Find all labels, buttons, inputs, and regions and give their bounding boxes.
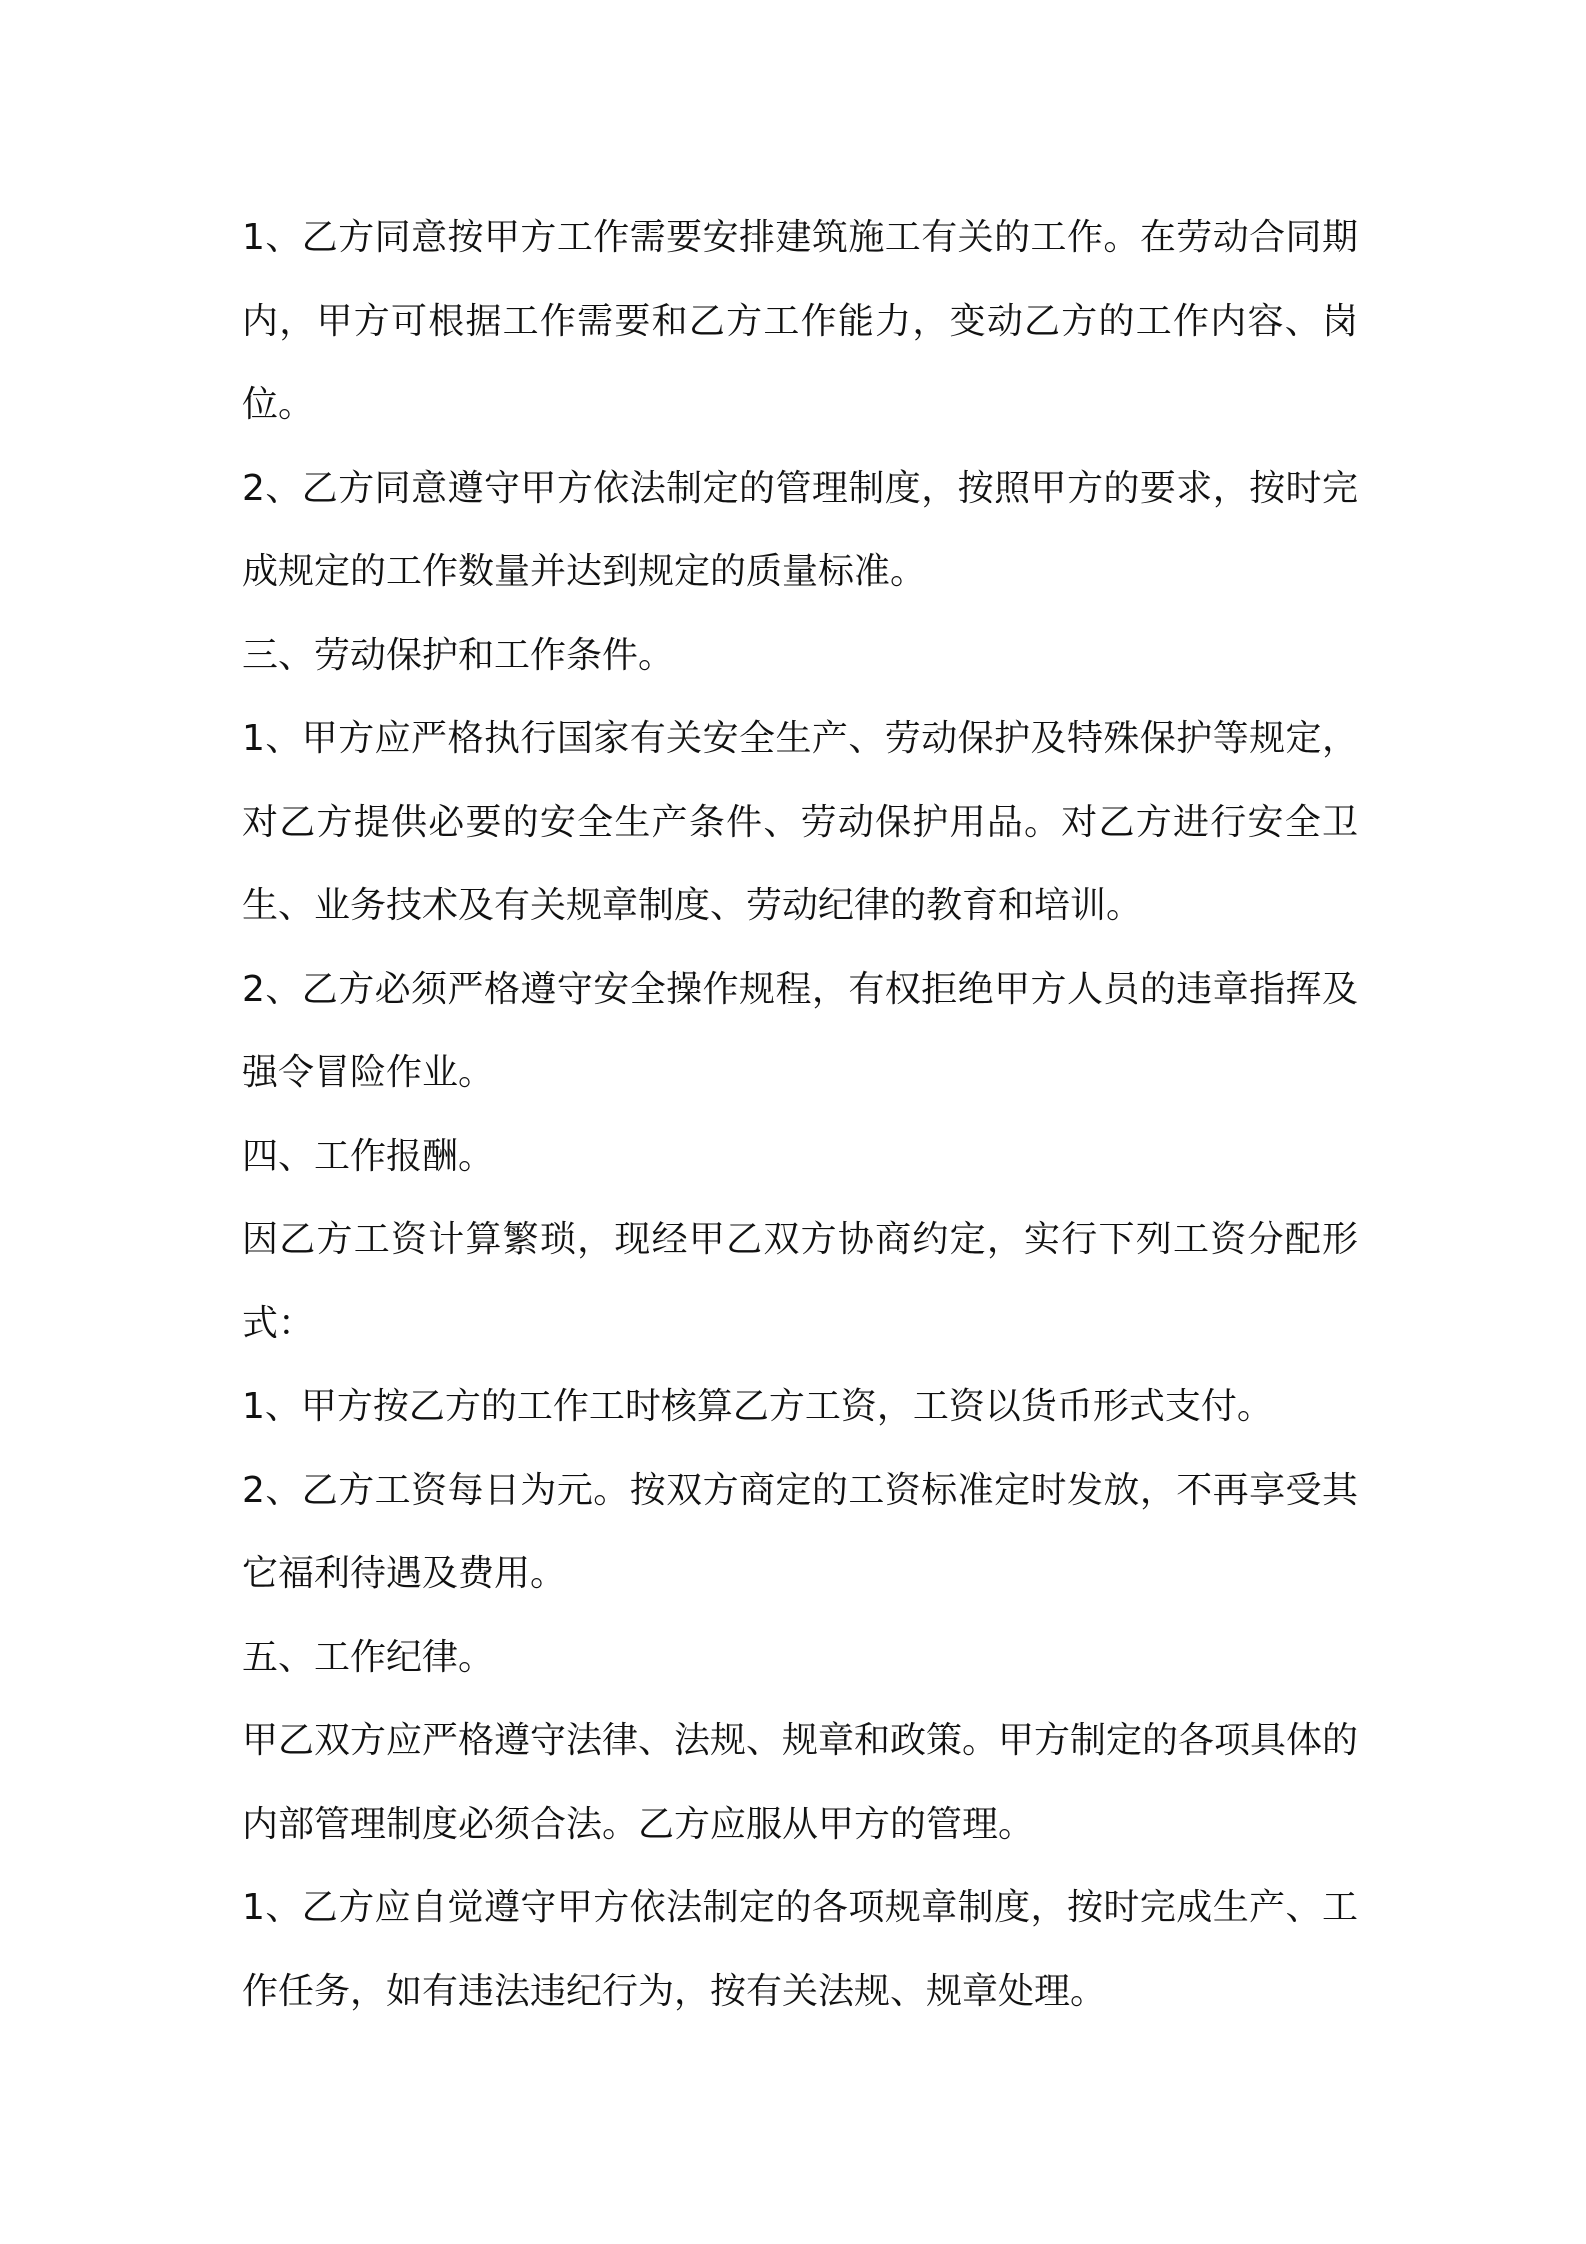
paragraph-5: 因乙方工资计算繁琐，现经甲乙双方协商约定，实行下列工资分配形式： [242,1219,1358,1344]
paragraph-4: 2、乙方必须严格遵守安全操作规程，有权拒绝甲方人员的违章指挥及强令冒险作业。 [242,968,1358,1093]
section-heading-4: 四、工作报酬。 [242,1135,495,1177]
document-body [242,196,1358,2033]
paragraph-3: 1、甲方应严格执行国家有关安全生产、劳动保护及特殊保护等规定，对乙方提供必要的安全生产条件、劳动保护用品。对乙方进行安全卫生、业务技术及有关规章制度、劳动纪律的教育和培训。 [242,718,1358,926]
paragraph-8: 甲乙双方应严格遵守法律、法规、规章和政策。甲方制定的各项具体的内部管理制度必须合法。乙方应服从甲方的管理。 [242,1720,1359,1845]
section-heading-5: 五、工作纪律。 [242,1636,495,1678]
paragraph-2: 2、乙方同意遵守甲方依法制定的管理制度，按照甲方的要求，按时完成规定的工作数量并达到规定的质量标准。 [242,467,1358,592]
paragraph-6: 1、甲方按乙方的工作工时核算乙方工资，工资以货币形式支付。 [242,1386,1273,1427]
section-heading-3: 三、劳动保护和工作条件。 [242,634,675,676]
paragraph-7: 2、乙方工资每日为元。按双方商定的工资标准定时发放，不再享受其它福利待遇及费用。 [242,1469,1358,1594]
paragraph-1: 1、乙方同意按甲方工作需要安排建筑施工有关的工作。在劳动合同期内，甲方可根据工作需要和乙方工作能力，变动乙方的工作内容、岗位。 [242,217,1358,425]
paragraph-9: 1、乙方应自觉遵守甲方依法制定的各项规章制度，按时完成生产、工作任务，如有违法违纪行为，按有关法规、规章处理。 [242,1887,1358,2012]
